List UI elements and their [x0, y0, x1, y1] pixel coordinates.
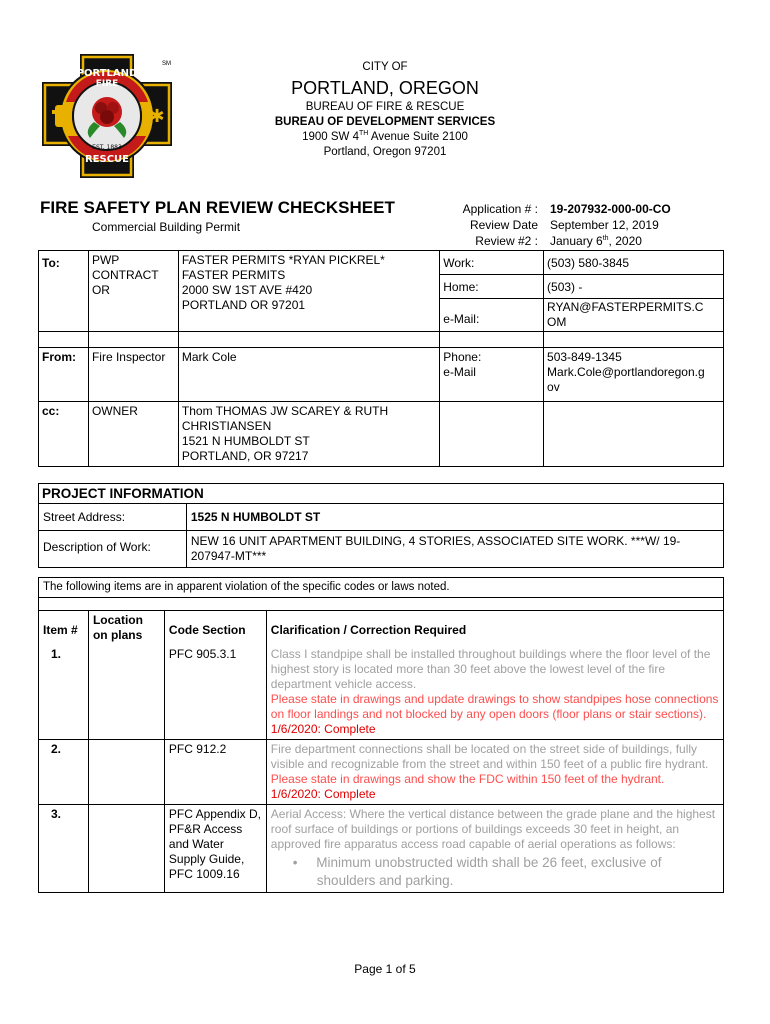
to-contact-labels: Work: Home: e-Mail:	[440, 251, 544, 332]
cc-name: Thom THOMAS JW SCAREY & RUTH CHRISTIANSEN 1521 N HUMBOLDT ST PORTLAND, OR 97217	[178, 402, 439, 467]
cc-row	[39, 402, 724, 467]
street-address: 1525 N HUMBOLDT ST	[186, 504, 723, 531]
clarification: Fire department connections shall be located on the street side of buildings, fully visible and recognizable from the street and within 150 feet of a public fire hydrant. Please state in drawings and show the FDC within 150 feet of the hydrant. 1/6/2020: Complete	[266, 740, 723, 805]
project-info-heading: PROJECT INFORMATION	[39, 484, 724, 504]
agency-header	[240, 60, 530, 160]
application-values	[550, 201, 671, 249]
to-name: FASTER PERMITS *RYAN PICKREL* FASTER PERMITS 2000 SW 1ST AVE #420 PORTLAND OR 97201	[178, 251, 439, 332]
trademark-mark: SM	[162, 61, 171, 67]
violations-intro: The following items are in apparent violation of the specific codes or laws noted.	[39, 578, 724, 598]
review2-date: January 6th, 2020	[550, 234, 642, 248]
item-number: 1.	[39, 645, 89, 740]
code-section: PFC 912.2	[164, 740, 266, 805]
item-number: 2.	[39, 740, 89, 805]
to-row	[39, 251, 724, 332]
document-subtitle: Commercial Building Permit	[92, 220, 241, 234]
from-name: Mark Cole	[178, 348, 439, 402]
col-clarification: Clarification / Correction Required	[266, 611, 723, 646]
review2-label: Review #2 :	[475, 234, 538, 248]
application-number: 19-207932-000-00-CO	[550, 202, 671, 216]
clarification: Aerial Access: Where the vertical distance between the grade plane and the highest roof surface of buildings or portions of buildings exceeds 30 feet in height, an approved fire apparatus access road capable of aerial operations as follows: • Minimum unobstructed width shall be 26 feet, exclusive of shoulders and parking.	[266, 805, 723, 893]
street-address-label: Street Address:	[39, 504, 187, 531]
application-labels	[430, 201, 538, 249]
project-info-table	[38, 483, 724, 568]
city-of-label: CITY OF	[362, 61, 408, 73]
table-row	[39, 645, 724, 740]
city-name: PORTLAND, OREGON	[291, 78, 479, 98]
review-date: September 12, 2019	[550, 218, 659, 232]
clarification: Class I standpipe shall be installed throughout buildings where the floor level of the highest story is located more than 30 feet above the lowest level of the fire department vehicle access. Please state in drawings and update drawings to show standpipes hose connections on floor landings and not blocked by any open doors (floor plans or stair sections). 1/6/2020: Complete	[266, 645, 723, 740]
page-number: Page 1 of 5	[354, 962, 416, 976]
svg-text:RESCUE: RESCUE	[84, 154, 130, 165]
agency-citystate: Portland, Oregon 97201	[323, 146, 447, 158]
table-row	[39, 805, 724, 893]
item-number: 3.	[39, 805, 89, 893]
bureau-fire: BUREAU OF FIRE & RESCUE	[305, 101, 465, 113]
description-of-work: NEW 16 UNIT APARTMENT BUILDING, 4 STORIES, ASSOCIATED SITE WORK. ***W/ 19-207947-MT***	[186, 531, 723, 568]
agency-address: 1900 SW 4TH Avenue Suite 2100	[302, 130, 468, 143]
from-label: From:	[39, 348, 89, 402]
to-label: To:	[39, 251, 89, 332]
description-label: Description of Work:	[39, 531, 187, 568]
svg-text:FIRE: FIRE	[95, 79, 119, 89]
from-row	[39, 348, 724, 402]
spacer-row	[39, 332, 724, 348]
code-section: PFC 905.3.1	[164, 645, 266, 740]
contact-table	[38, 250, 724, 467]
bullet-item: • Minimum unobstructed width shall be 26 feet, exclusive of shoulders and parking.	[292, 855, 662, 888]
application-number-label: Application # :	[462, 202, 538, 216]
bureau-development: BUREAU OF DEVELOPMENT SERVICES	[274, 116, 496, 128]
table-row	[39, 740, 724, 805]
from-role: Fire Inspector	[88, 348, 178, 402]
to-role: PWP CONTRACT OR	[88, 251, 178, 332]
portland-fire-rescue-logo	[38, 50, 176, 182]
col-item: Item #	[39, 611, 89, 646]
to-contact-values: (503) 580-3845 (503) - RYAN@FASTERPERMITS.C OM	[544, 251, 724, 332]
cc-label: cc:	[39, 402, 89, 467]
svg-text:EST. 1883: EST. 1883	[92, 144, 122, 151]
document-title: FIRE SAFETY PLAN REVIEW CHECKSHEET	[40, 198, 395, 217]
svg-text:✱: ✱	[149, 106, 165, 127]
code-section: PFC Appendix D, PF&R Access and Water Supply Guide, PFC 1009.16	[164, 805, 266, 893]
violations-header-row	[39, 611, 724, 646]
col-code: Code Section	[164, 611, 266, 646]
cc-role: OWNER	[88, 402, 178, 467]
review-date-label: Review Date	[469, 218, 538, 232]
violations-table	[38, 577, 724, 893]
from-contact-labels: Phone: e-Mail	[440, 348, 544, 402]
col-location: Location on plans	[88, 611, 164, 646]
svg-text:PORTLAND: PORTLAND	[76, 68, 138, 79]
from-contact-values: 503-849-1345 Mark.Cole@portlandoregon.g ov	[544, 348, 724, 402]
